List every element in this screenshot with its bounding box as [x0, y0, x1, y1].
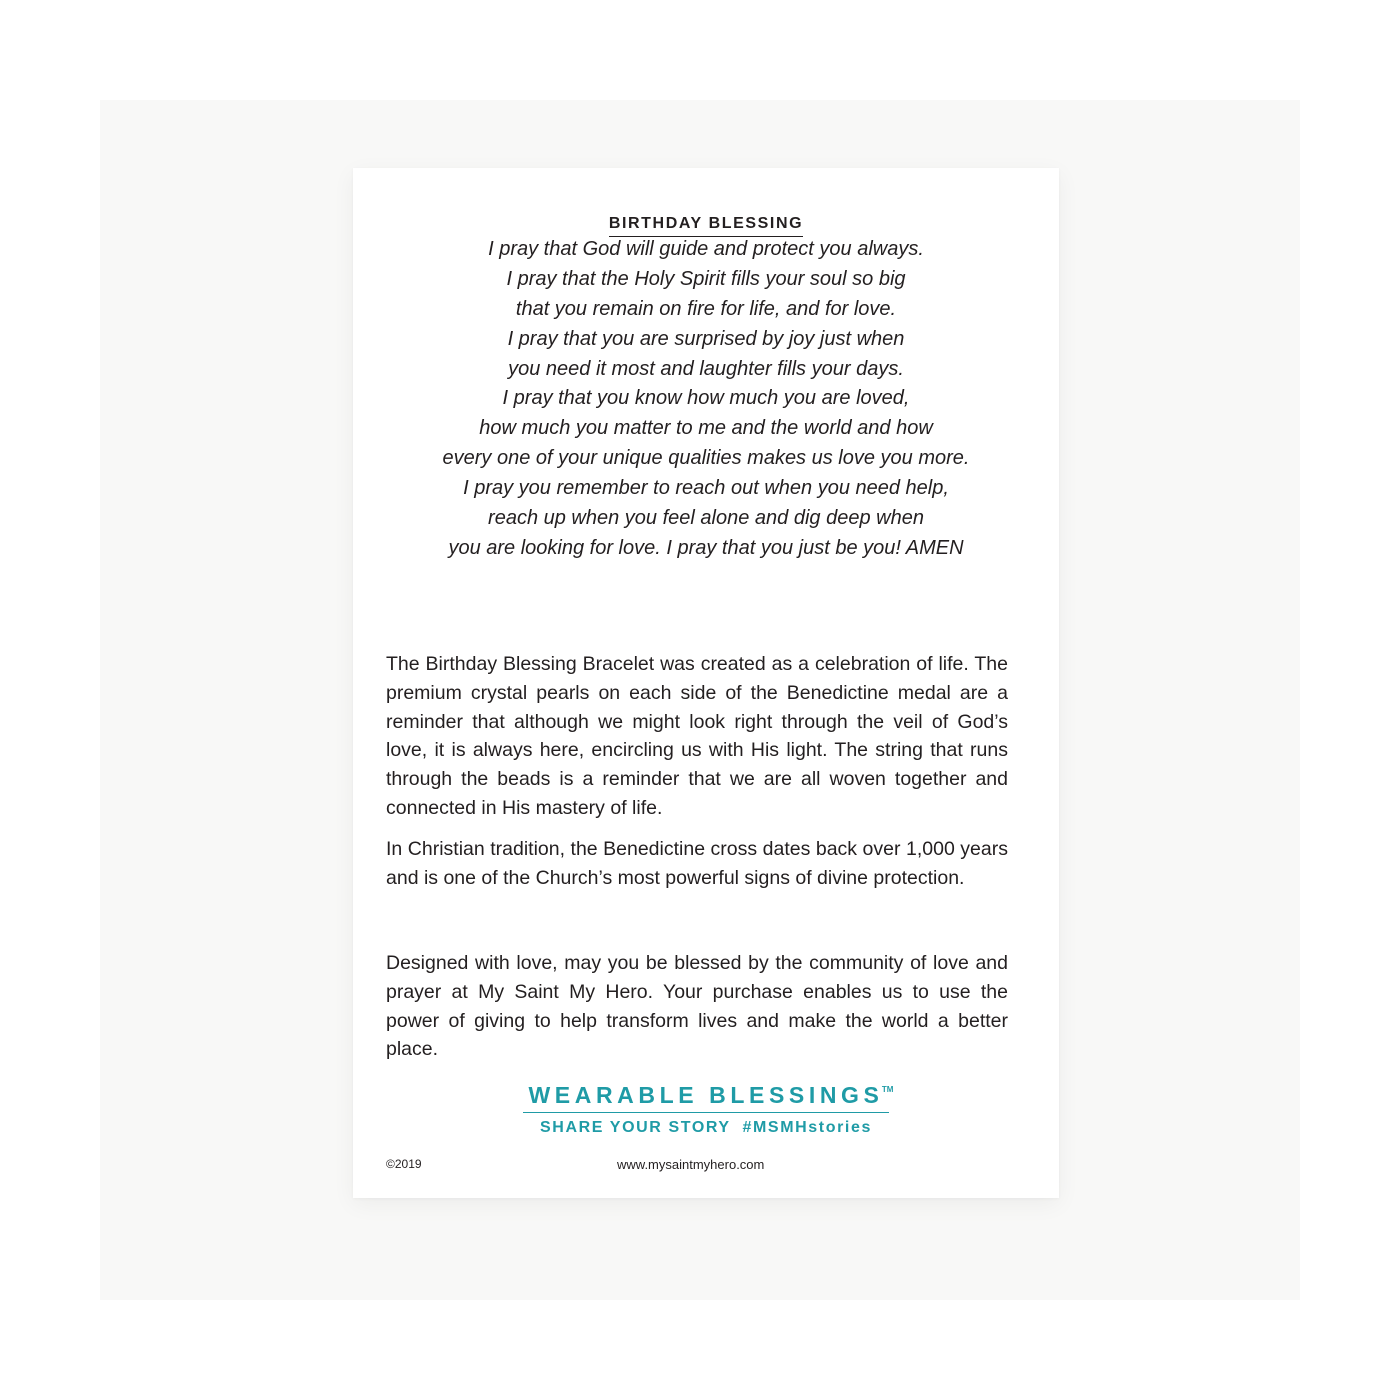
- brand-tagline: SHARE YOUR STORY #MSMHstories: [540, 1119, 872, 1136]
- prayer-line: I pray that the Holy Spirit fills your soul so big: [506, 267, 906, 290]
- prayer-text: [353, 235, 1059, 564]
- brand-name: [523, 1082, 894, 1113]
- prayer-line: how much you matter to me and the world and how: [479, 417, 933, 440]
- copyright-notice: ©2019: [386, 1157, 422, 1171]
- prayer-line: reach up when you feel alone and dig deep when: [488, 507, 924, 530]
- blessing-title-text: BIRTHDAY BLESSING: [609, 215, 803, 237]
- prayer-line: I pray that you know how much you are loved,: [502, 387, 910, 410]
- prayer-line: I pray you remember to reach out when you need help,: [463, 477, 949, 500]
- benedictine-history: In Christian tradition, the Benedictine cross dates back over 1,000 years and is one of the Church’s most powerful signs of divine protection.: [386, 838, 1008, 889]
- prayer-line: you are looking for love. I pray that you just be you! AMEN: [448, 536, 964, 559]
- website-link[interactable]: www.mysaintmyhero.com: [617, 1157, 765, 1172]
- bracelet-description: The Birthday Blessing Bracelet was created as a celebration of life. The premium crystal pearls on each side of the Benedictine medal are a reminder that although we might look right through the veil of God’s love, it is always here, encircling us with His light. The string that runs through the beads is a reminder that we are all woven together and connected in His mastery of life.: [386, 653, 1008, 819]
- brand-name-text: WEARABLE BLESSINGS: [528, 1082, 884, 1108]
- prayer-line: that you remain on fire for life, and for love.: [515, 297, 897, 320]
- community-message: Designed with love, may you be blessed by the community of love and prayer at My Saint My Hero. Your purchase enables us to use the power of giving to help transform lives and make the world a better place.: [386, 952, 1008, 1061]
- trademark-mark: TM: [881, 1085, 894, 1094]
- prayer-line: you need it most and laughter fills your days.: [508, 357, 904, 380]
- prayer-line: I pray that God will guide and protect you always.: [488, 238, 924, 260]
- blessing-card: [353, 168, 1059, 1198]
- brand-logo: [353, 1082, 1059, 1113]
- blessing-title: [353, 207, 1059, 237]
- prayer-line: every one of your unique qualities makes us love you more.: [442, 447, 970, 470]
- prayer-line: I pray that you are surprised by joy just when: [507, 327, 905, 350]
